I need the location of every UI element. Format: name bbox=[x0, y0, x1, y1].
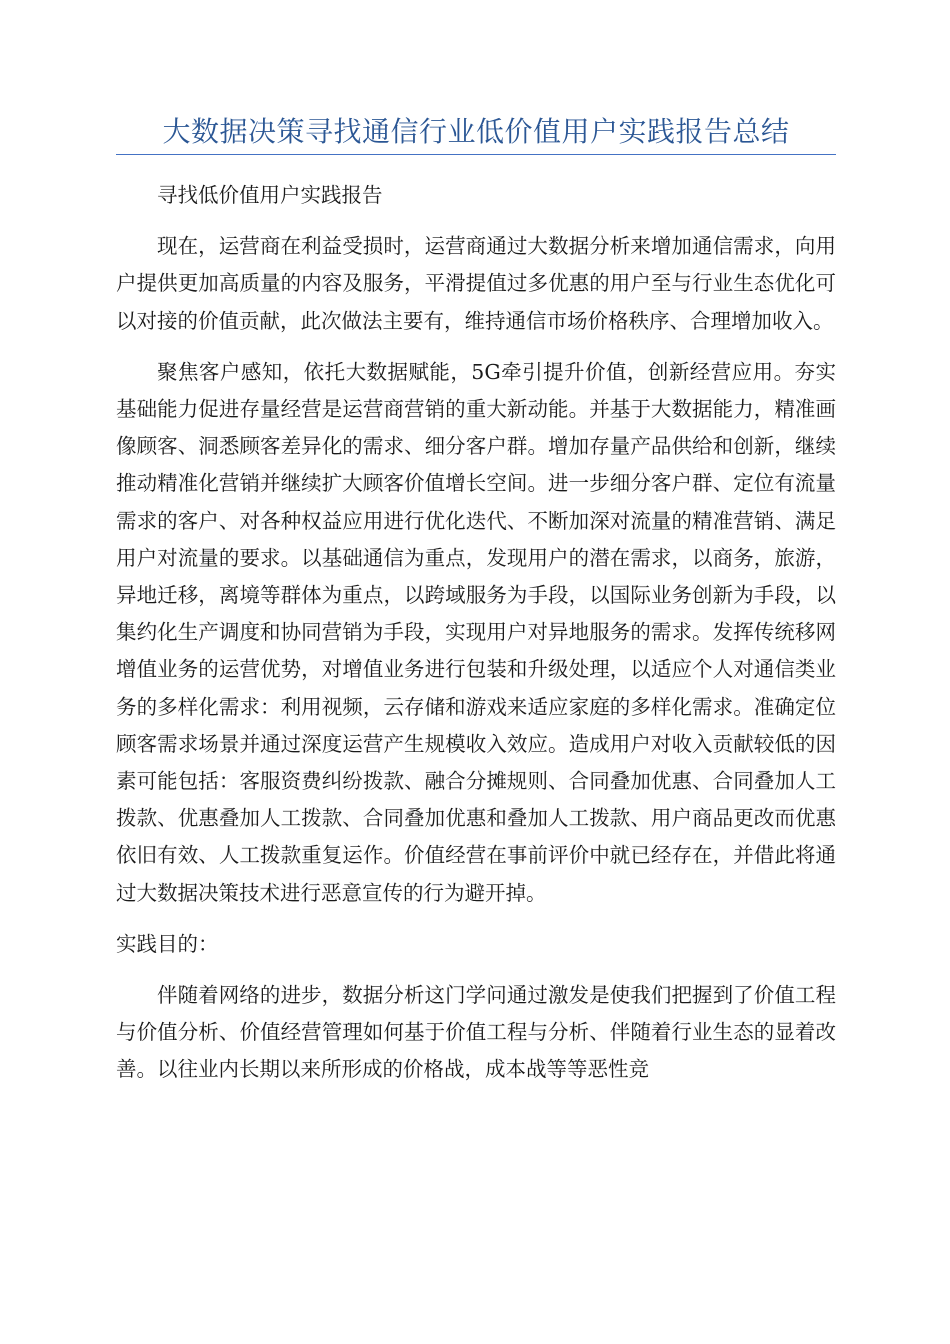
document-subtitle: 寻找低价值用户实践报告 bbox=[157, 183, 383, 207]
document-title: 大数据决策寻找通信行业低价值用户实践报告总结 bbox=[162, 115, 790, 148]
paragraph-strategy: 聚焦客户感知，依托大数据赋能，5G牵引提升价值，创新经营应用。夯实基础能力促进存量经营是运营商营销的重大新动能。并基于大数据能力，精准画像顾客、洞悉顾客差异化的需求、细分客户群。增加存量产品供给和创新，继续推动精准化营销并继续扩大顾客价值增长空间。进一步细分客户群、定位有流量需求的客户、对各种权益应用进行优化迭代、不断加深对流量的精准营销、满足用户对流量的要求。以基础通信为重点，发现用户的潜在需求，以商务，旅游，异地迁移，离境等群体为重点，以跨域服务为手段，以国际业务创新为手段，以集约化生产调度和协同营销为手段，实现用户对异地服务的需求。发挥传统移网增值业务的运营优势，对增值业务进行包装和升级处理，以适应个人对通信类业务的多样化需求：利用视频，云存储和游戏来适应家庭的多样化需求。准确定位顾客需求场景并通过深度运营产生规模收入效应。造成用户对收入贡献较低的因素可能包括：客服资费纠纷拨款、融合分摊规则、合同叠加优惠、合同叠加人工拨款、优惠叠加人工拨款、合同叠加优惠和叠加人工拨款、用户商品更改而优惠依旧有效、人工拨款重复运作。价值经营在事前评价中就已经存在，并借此将通过大数据决策技术进行恶意宣传的行为避开掉。 bbox=[116, 359, 836, 905]
title-underline bbox=[116, 154, 836, 155]
paragraph-purpose: 伴随着网络的进步，数据分析这门学问通过激发是使我们把握到了价值工程与价值分析、价值经营管理如何基于价值工程与分析、伴随着行业生态的显着改善。以往业内长期以来所形成的价格战，成本战等等恶性竞 bbox=[116, 983, 836, 1082]
section-heading-purpose: 实践目的： bbox=[116, 931, 219, 956]
paragraph-intro: 现在，运营商在利益受损时，运营商通过大数据分析来增加通信需求，向用户提供更加高质量的内容及服务，平滑提值过多优惠的用户至与行业生态优化可以对接的价值贡献，此次做法主要有，维持通信市场价格秩序、合理增加收入。 bbox=[116, 234, 836, 333]
document-page bbox=[116, 112, 836, 1103]
